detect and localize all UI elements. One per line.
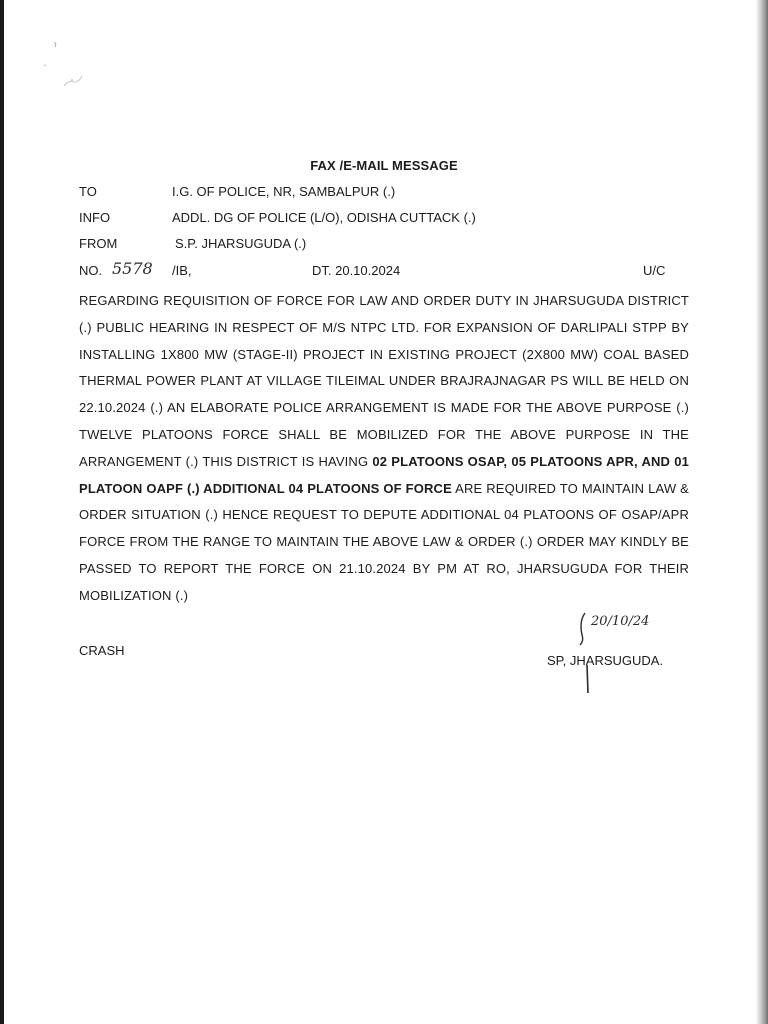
- classification-mark: U/C: [643, 263, 666, 278]
- scan-specks: [36, 36, 96, 106]
- crash-marker: CRASH: [79, 643, 125, 658]
- message-body: [79, 288, 689, 610]
- info-label: INFO: [79, 210, 111, 225]
- scan-left-edge: [0, 0, 4, 1024]
- document-title: FAX /E-MAIL MESSAGE: [310, 158, 458, 173]
- info-value: ADDL. DG OF POLICE (L/O), ODISHA CUTTACK (.): [172, 210, 476, 225]
- handwritten-letter-number: 5578: [112, 259, 153, 278]
- body-text-part-1: REGARDING REQUISITION OF FORCE FOR LAW AND ORDER DUTY IN JHARSUGUDA DISTRICT (.) PUBLIC HEARING IN RESPECT OF M/S NTPC LTD. FOR EXPANSION OF DARLIPALI STPP BY INSTALLING 1X800 MW (STAGE-II) PROJECT IN EXISTING PROJECT (2X800 MW) COAL BASED THERMAL POWER PLANT AT VILLAGE TILEIMAL UNDER BRAJRAJNAGAR PS WILL BE HELD ON 22.10.2024 (.) AN ELABORATE POLICE ARRANGEMENT IS MADE FOR THE ABOVE PURPOSE (.) TWELVE PLATOONS FORCE SHALL BE MOBILIZED FOR THE ABOVE PURPOSE IN THE ARRANGEMENT (.) THIS DISTRICT IS HAVING: [79, 293, 689, 469]
- number-label: NO.: [79, 263, 103, 278]
- signature-date-initials: 20/10/24: [591, 614, 650, 629]
- to-label: TO: [79, 184, 97, 199]
- scan-right-edge: [756, 0, 768, 1024]
- message-date: DT. 20.10.2024: [312, 263, 401, 278]
- number-suffix: /IB,: [172, 263, 192, 278]
- body-text-part-2: ARE REQUIRED TO MAINTAIN LAW & ORDER SITUATION (.) HENCE REQUEST TO DEPUTE ADDITIONAL 04 PLATOONS OF OSAP/APR FORCE FROM THE RANGE TO MAINTAIN THE ABOVE LAW & ORDER (.) ORDER MAY KINDLY BE PASSED TO REPORT THE FORCE ON 21.10.2024 BY PM AT RO, JHARSUGUDA FOR THEIR MOBILIZATION (.): [79, 480, 690, 603]
- to-value: I.G. OF POLICE, NR, SAMBALPUR (.): [172, 184, 396, 199]
- from-label: FROM: [79, 236, 118, 251]
- signatory-designation: SP, JHARSUGUDA.: [547, 653, 664, 668]
- body-bold-force-details: 02 PLATOONS OSAP, 05 PLATOONS APR, AND 01 PLATOON OAPF (.) ADDITIONAL 04 PLATOONS OF FORCE: [79, 453, 689, 496]
- from-value: S.P. JHARSUGUDA (.): [175, 236, 307, 251]
